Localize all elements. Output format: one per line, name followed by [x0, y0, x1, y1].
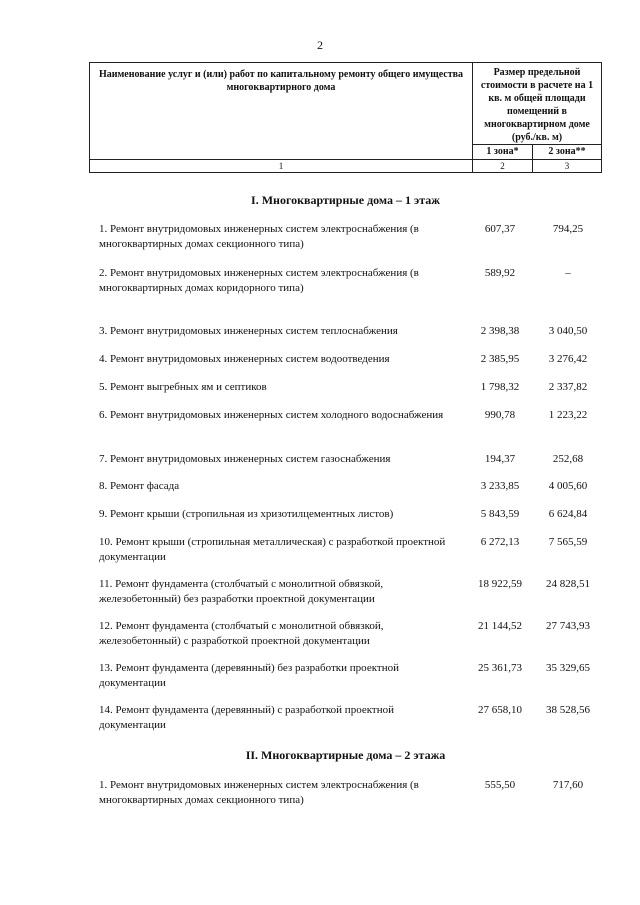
row-description: 8. Ремонт фасада: [99, 480, 180, 492]
row-description: 6. Ремонт внутридомовых инженерных систем холодного водоснабжения: [99, 409, 444, 421]
row-description: 13. Ремонт фундамента (деревянный) без разработки проектной документации: [99, 662, 399, 689]
row-description: 3. Ремонт внутридомовых инженерных систем теплоснабжения: [99, 325, 398, 337]
row-description: 12. Ремонт фундамента (столбчатый с монолитной обвязкой, железобетонный) с разработкой проектной документации: [99, 620, 384, 647]
header-col-number-2: 2: [473, 160, 533, 173]
row-description: 9. Ремонт крыши (стропильная из хризотилцементных листов): [99, 508, 394, 520]
row-description: 10. Ремонт крыши (стропильная металлическая) с разработкой проектной документации: [99, 536, 446, 563]
row-value-zone-1: 589,92: [484, 267, 516, 279]
row-value-zone-2: 717,60: [552, 779, 584, 791]
header-col-number-1: 1: [90, 160, 473, 173]
header-price-limit: Размер предельной стоимости в расчете на 1 кв. м общей площади помещений в многоквартирном доме (руб./кв. м): [473, 63, 602, 145]
row-value-zone-1: 194,37: [484, 453, 516, 465]
row-description: 4. Ремонт внутридомовых инженерных систем водоотведения: [99, 353, 390, 365]
row-value-zone-1: 555,50: [484, 779, 516, 791]
row-description: 11. Ремонт фундамента (столбчатый с монолитной обвязкой, железобетонный) без разработки проектной документации: [99, 578, 384, 605]
row-value-zone-2: 6 624,84: [548, 508, 588, 520]
row-value-zone-2: 1 223,22: [548, 409, 588, 421]
row-value-zone-2: 27 743,93: [546, 620, 590, 632]
header-service-name: Наименование услуг и (или) работ по капитальному ремонту общего имущества многоквартирного дома: [90, 63, 473, 160]
row-value-zone-2: 3 276,42: [548, 353, 588, 365]
row-value-zone-2: 35 329,65: [546, 662, 590, 674]
row-value-zone-2: 3 040,50: [548, 325, 588, 337]
section-title-1-floor: I. Многоквартирные дома – 1 этаж: [251, 193, 440, 207]
section-title-2-floors: II. Многоквартирные дома – 2 этажа: [245, 748, 446, 762]
row-value-zone-2: 4 005,60: [548, 480, 588, 492]
row-value-zone-1: 21 144,52: [478, 620, 522, 632]
header-zone-2: 2 зона**: [532, 145, 601, 160]
row-value-zone-2: 252,68: [552, 453, 584, 465]
row-value-zone-1: 2 398,38: [480, 325, 520, 337]
row-description: 5. Ремонт выгребных ям и септиков: [99, 381, 267, 393]
row-description: 14. Ремонт фундамента (деревянный) с разработкой проектной документации: [99, 704, 394, 731]
row-description: 2. Ремонт внутридомовых инженерных систем электроснабжения (в многоквартирных домах коридорного типа): [99, 267, 419, 294]
row-value-zone-2: 38 528,56: [546, 704, 590, 716]
row-value-zone-1: 3 233,85: [480, 480, 520, 492]
row-value-zone-1: 607,37: [484, 223, 516, 235]
row-description: 1. Ремонт внутридомовых инженерных систем электроснабжения (в многоквартирных домах секционного типа): [99, 779, 419, 806]
row-value-zone-1: 25 361,73: [478, 662, 522, 674]
row-value-zone-1: 5 843,59: [480, 508, 520, 520]
row-value-zone-1: 27 658,10: [478, 704, 522, 716]
row-description: 1. Ремонт внутридомовых инженерных систем электроснабжения (в многоквартирных домах секционного типа): [99, 223, 419, 250]
row-value-zone-2: 24 828,51: [546, 578, 590, 590]
row-value-zone-1: 18 922,59: [478, 578, 522, 590]
row-value-zone-2: –: [565, 267, 571, 279]
row-value-zone-1: 990,78: [484, 409, 516, 421]
row-value-zone-2: 2 337,82: [548, 381, 588, 393]
row-value-zone-2: 7 565,59: [548, 536, 588, 548]
row-value-zone-1: 6 272,13: [480, 536, 520, 548]
header-col-number-3: 3: [532, 160, 601, 173]
page-number: 2: [317, 38, 323, 52]
header-zone-1: 1 зона*: [473, 145, 533, 160]
row-value-zone-1: 1 798,32: [480, 381, 520, 393]
row-description: 7. Ремонт внутридомовых инженерных систем газоснабжения: [99, 453, 391, 465]
row-value-zone-2: 794,25: [552, 223, 584, 235]
row-value-zone-1: 2 385,95: [480, 353, 520, 365]
header-table: [89, 62, 602, 173]
